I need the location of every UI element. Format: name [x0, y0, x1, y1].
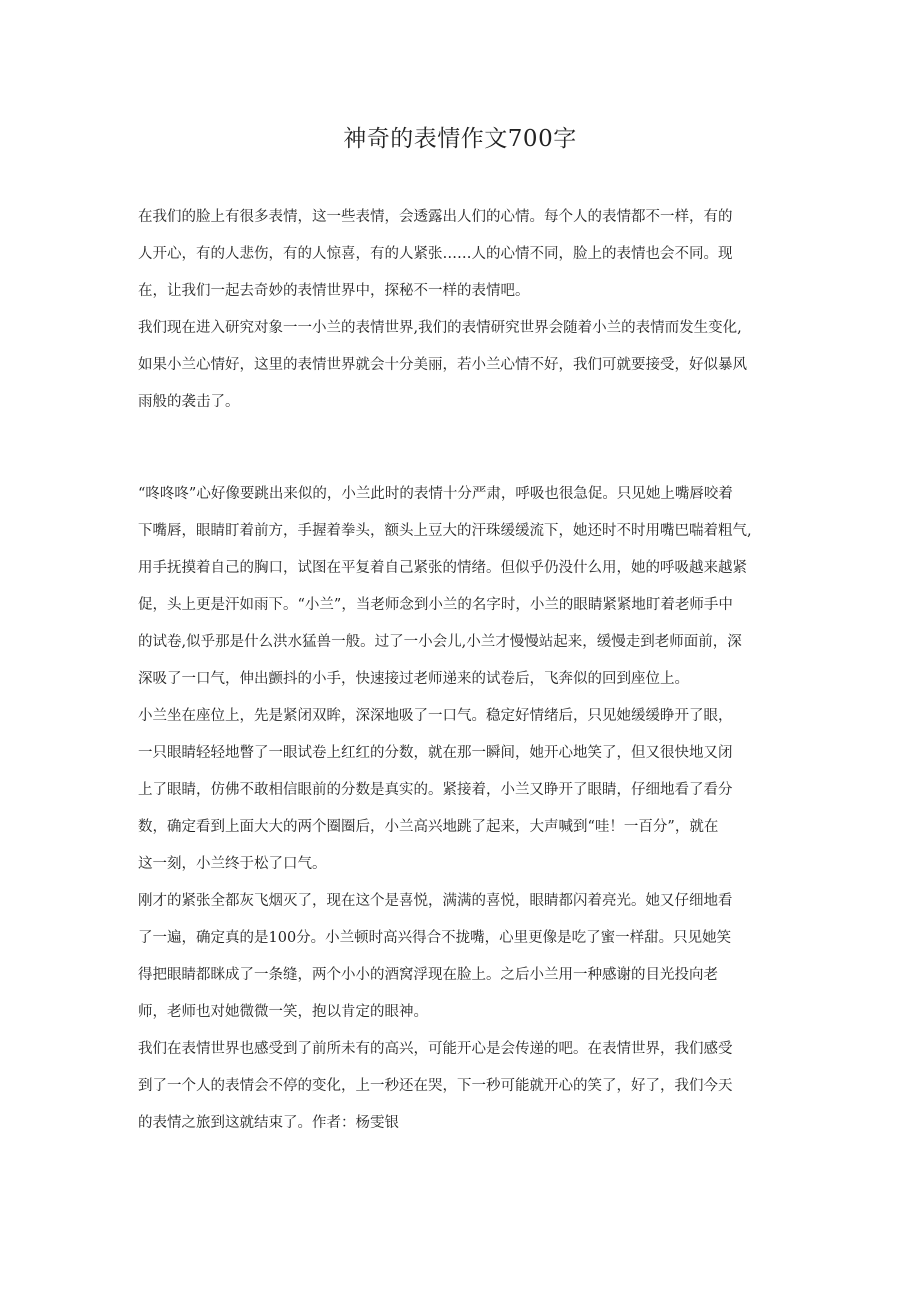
text-line: 人开心，有的人悲伤，有的人惊喜，有的人紧张……人的心情不同，脸上的表情也会不同。现: [138, 246, 733, 262]
text-line: 刚才的紧张全都灰飞烟灭了，现在这个是喜悦，满满的喜悦，眼睛都闪着亮光。她又仔细地看: [138, 893, 733, 909]
text-line: 到了一个人的表情会不停的变化，上一秒还在哭，下一秒可能就开心的笑了，好了，我们今天: [138, 1078, 733, 1094]
text-line: 师，老师也对她微微一笑，抱以肯定的眼神。: [138, 1004, 428, 1020]
text-line: 在我们的脸上有很多表情，这一些表情，会透露出人们的心情。每个人的表情都不一样，有的: [138, 209, 733, 225]
document-body: [138, 199, 808, 1142]
text-line: 数，确定看到上面大大的两个圈圈后，小兰高兴地跳了起来，大声喊到“哇！一百分”，就在: [138, 819, 719, 835]
text-line: 在，让我们一起去奇妙的表情世界中，探秘不一样的表情吧。: [138, 283, 530, 299]
paragraph: [138, 1031, 808, 1142]
text-line: 我们现在进入研究对象一一小兰的表情世界,我们的表情研究世界会随着小兰的表情而发生变化,: [138, 320, 742, 336]
text-line: 的试卷,似乎那是什么洪水猛兽一般。过了一小会儿,小兰才慢慢站起来，缓慢走到老师面前，深: [138, 634, 742, 650]
paragraph: [138, 199, 808, 310]
text-line: 上了眼睛，仿佛不敢相信眼前的分数是真实的。紧接着，小兰又睁开了眼睛，仔细地看了看分: [138, 782, 733, 798]
text-line: 得把眼睛都眯成了一条缝，两个小小的酒窝浮现在脸上。之后小兰用一种感谢的目光投向老: [138, 967, 718, 983]
text-line: 促，头上更是汗如雨下。“小兰”，当老师念到小兰的名字时，小兰的眼睛紧紧地盯着老师手中: [138, 597, 733, 613]
text-line: 了一遍，确定真的是100分。小兰顿时高兴得合不拢嘴，心里更像是吃了蜜一样甜。只见她笑: [138, 930, 732, 946]
text-line: 这一刻，小兰终于松了口气。: [138, 856, 327, 872]
paragraph: [138, 310, 808, 421]
text-line: 我们在表情世界也感受到了前所未有的高兴，可能开心是会传递的吧。在表情世界，我们感受: [138, 1041, 733, 1057]
paragraph-gap: [138, 421, 808, 476]
text-line: 下嘴唇，眼睛盯着前方，手握着拳头，额头上豆大的汗珠缓缓流下，她还时不时用嘴巴喘着粗气,: [138, 523, 752, 539]
text-line: 一只眼睛轻轻地瞥了一眼试卷上红红的分数，就在那一瞬间，她开心地笑了，但又很快地又闭: [138, 745, 733, 761]
text-line: 雨般的袭击了。: [138, 394, 240, 410]
paragraph: [138, 883, 808, 1031]
text-line: 深吸了一口气，伸出颤抖的小手，快速接过老师递来的试卷后，飞奔似的回到座位上。: [138, 671, 689, 687]
text-line: 的表情之旅到这就结束了。作者：杨雯银: [138, 1115, 399, 1131]
document-title: 神奇的表情作文700字: [343, 126, 577, 152]
text-line: “咚咚咚”心好像要跳出来似的，小兰此时的表情十分严肃，呼吸也很急促。只见她上嘴唇咬着: [138, 486, 733, 502]
text-line: 用手抚摸着自己的胸口，试图在平复着自己紧张的情绪。但似乎仍没什么用，她的呼吸越来越紧: [138, 560, 747, 576]
text-line: 如果小兰心情好，这里的表情世界就会十分美丽，若小兰心情不好，我们可就要接受，好似暴风: [138, 357, 747, 373]
paragraph: [138, 476, 808, 698]
paragraph: [138, 698, 808, 883]
text-line: 小兰坐在座位上，先是紧闭双眸，深深地吸了一口气。稳定好情绪后，只见她缓缓睁开了眼，: [138, 708, 733, 724]
